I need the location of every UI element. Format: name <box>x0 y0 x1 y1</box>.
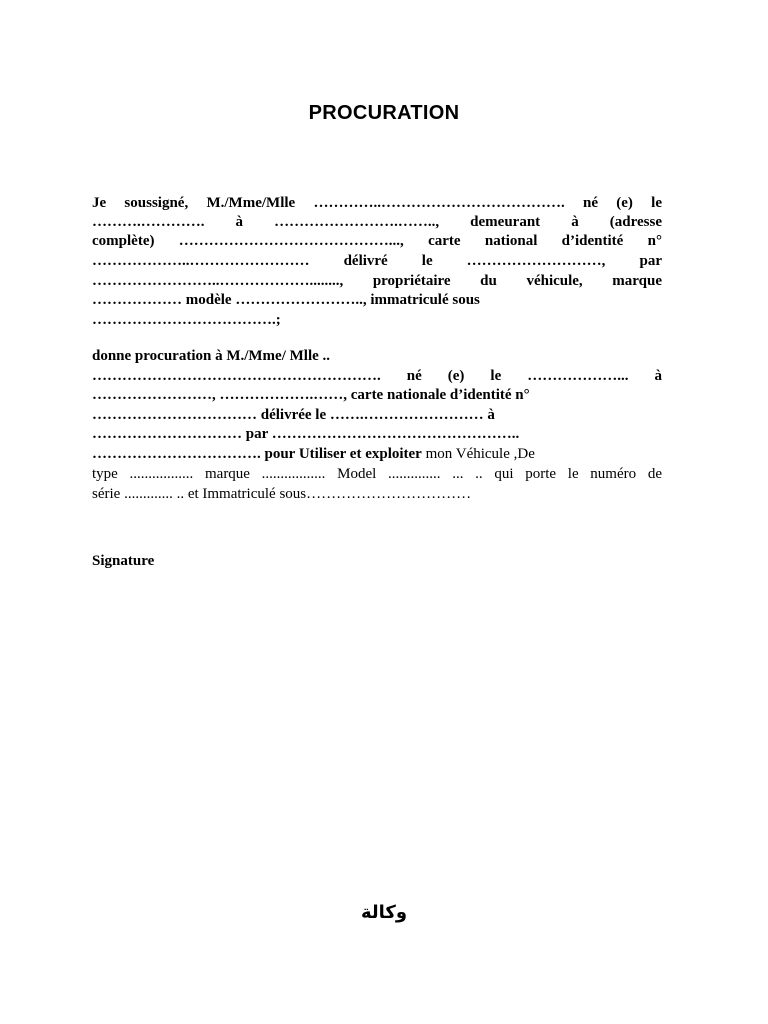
declaration-line-2: ……….…………. à …………………….…….., demeurant à (adresse <box>92 214 662 230</box>
declaration-line-4: ………………..…………………… délivré le ………………………, par <box>92 253 662 269</box>
declaration-line-5: ……………………..………………........, propriétaire du véhicule, marque <box>92 273 662 289</box>
vehicle-usage-prefix: ……………………………. pour <box>92 446 299 462</box>
declaration-line-3: complète) ……………………………………..., carte national d’identité n° <box>92 233 662 249</box>
signature-label: Signature <box>92 553 155 569</box>
arabic-title: وكالة <box>360 902 408 923</box>
vehicle-usage-emphasis: Utiliser et exploiter <box>298 446 422 462</box>
mandate-line-5: ………………………… par ………………………………………….. <box>92 426 520 442</box>
vehicle-detail-line-1: type ................. marque ................. Model .............. ... .. qui porte le numéro de <box>92 466 662 482</box>
document-title: PROCURATION <box>308 102 460 124</box>
vehicle-detail-line-2: série ............. .. et Immatriculé sous…………………………… <box>92 486 472 502</box>
vehicle-usage-suffix: mon Véhicule ,De <box>421 446 535 462</box>
mandate-line-4: …………………………… délivrée le …….…………………… à <box>92 407 495 423</box>
mandate-line-2: …………………………………………………. né (e) le ………………... à <box>92 368 662 384</box>
declaration-line-1: Je soussigné, M./Mme/Mlle …………..………………………………. né (e) le <box>92 195 662 211</box>
declaration-line-6: ……………… modèle …………………….., immatriculé sous <box>92 292 480 308</box>
mandate-line-3: ……………………, ……………….……, carte nationale d’identité n° <box>92 387 530 403</box>
declaration-line-7: ……………………………….; <box>92 312 281 328</box>
mandate-line-1: donne procuration à M./Mme/ Mlle .. <box>92 348 331 364</box>
vehicle-usage-line <box>92 445 535 464</box>
